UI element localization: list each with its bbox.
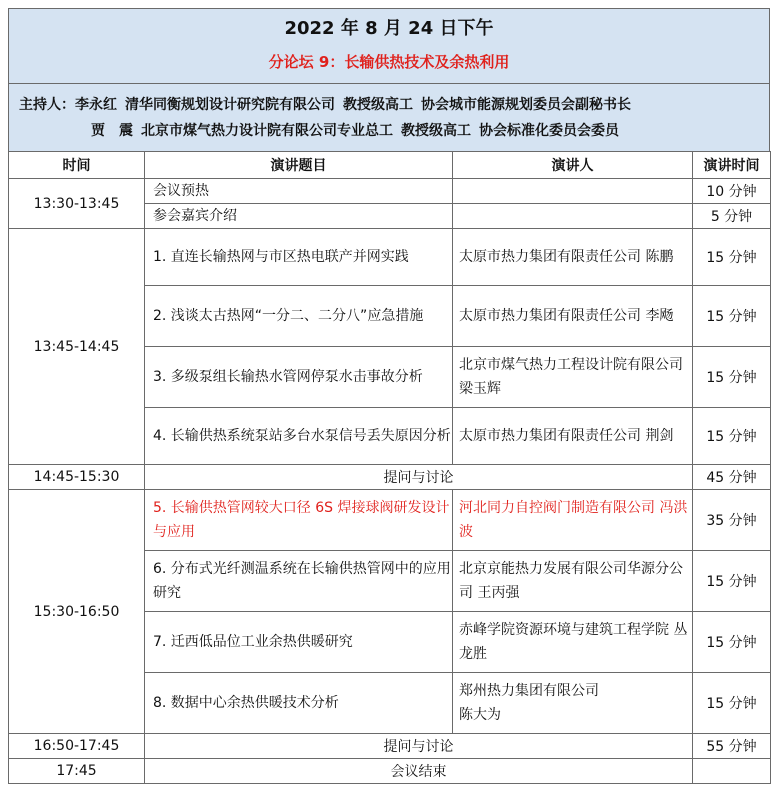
- host-role: 协会城市能源规划委员会副秘书长: [421, 97, 631, 113]
- header-duration: 演讲时间: [693, 152, 771, 179]
- speaker-cell: 郑州热力集团有限公司 陈大为: [453, 673, 693, 734]
- duration-cell: 55 分钟: [693, 734, 771, 759]
- header-topic: 演讲题目: [145, 152, 453, 179]
- speaker-cell: 河北同力自控阀门制造有限公司 冯洪波: [453, 490, 693, 551]
- host-name: 李永红: [75, 97, 117, 113]
- speaker-cell: 赤峰学院资源环境与建筑工程学院 丛龙胜: [453, 612, 693, 673]
- host-prefix: 主持人：: [19, 97, 75, 113]
- header-speaker: 演讲人: [453, 152, 693, 179]
- time-cell: 15:30-16:50: [9, 490, 145, 734]
- duration-cell: 15 分钟: [693, 673, 771, 734]
- speaker-cell: 北京京能热力发展有限公司华源分公司 王丙强: [453, 551, 693, 612]
- topic-cell: 3. 多级泵组长输热水管网停泵水击事故分析: [145, 347, 453, 408]
- hosts-block: [8, 83, 770, 151]
- agenda-sheet: [8, 8, 770, 784]
- speaker-cell: 太原市热力集团有限责任公司 荆剑: [453, 408, 693, 465]
- topic-cell: 4. 长输供热系统泵站多台水泵信号丢失原因分析: [145, 408, 453, 465]
- merged-topic-cell: 提问与讨论: [145, 734, 693, 759]
- duration-cell: 45 分钟: [693, 465, 771, 490]
- agenda-header: [8, 8, 770, 83]
- time-cell: 13:30-13:45: [9, 179, 145, 229]
- time-cell: 16:50-17:45: [9, 734, 145, 759]
- duration-cell: [693, 759, 771, 784]
- host-org: 北京市煤气热力设计院有限公司专业总工: [141, 123, 393, 139]
- topic-cell: 参会嘉宾介绍: [145, 204, 453, 229]
- duration-cell: 10 分钟: [693, 179, 771, 204]
- host-name: 贾 震: [91, 123, 133, 139]
- duration-cell: 15 分钟: [693, 347, 771, 408]
- speaker-cell: 北京市煤气热力工程设计院有限公司 梁玉辉: [453, 347, 693, 408]
- host-title: 教授级高工: [401, 123, 471, 139]
- table-row-highlighted: [9, 490, 771, 551]
- topic-cell: 8. 数据中心余热供暖技术分析: [145, 673, 453, 734]
- host-line: [9, 84, 769, 118]
- topic-cell: 2. 浅谈太古热网“一分二、二分八”应急措施: [145, 286, 453, 347]
- duration-cell: 15 分钟: [693, 612, 771, 673]
- table-row: [9, 734, 771, 759]
- merged-topic-cell: 会议结束: [145, 759, 693, 784]
- host-title: 教授级高工: [343, 97, 413, 113]
- duration-cell: 35 分钟: [693, 490, 771, 551]
- speaker-cell: [453, 204, 693, 229]
- duration-cell: 15 分钟: [693, 229, 771, 286]
- duration-cell: 5 分钟: [693, 204, 771, 229]
- host-line: [9, 118, 769, 144]
- duration-cell: 15 分钟: [693, 408, 771, 465]
- table-row: [9, 229, 771, 286]
- topic-cell: 5. 长输供热管网较大口径 6S 焊接球阀研发设计与应用: [145, 490, 453, 551]
- topic-cell: 1. 直连长输热网与市区热电联产并网实践: [145, 229, 453, 286]
- host-org: 清华同衡规划设计研究院有限公司: [125, 97, 335, 113]
- agenda-table: [8, 151, 771, 784]
- time-cell: 13:45-14:45: [9, 229, 145, 465]
- speaker-cell: 太原市热力集团有限责任公司 李飏: [453, 286, 693, 347]
- topic-cell: 7. 迁西低品位工业余热供暖研究: [145, 612, 453, 673]
- duration-cell: 15 分钟: [693, 551, 771, 612]
- topic-cell: 6. 分布式光纤测温系统在长输供热管网中的应用研究: [145, 551, 453, 612]
- topic-cell: 会议预热: [145, 179, 453, 204]
- speaker-cell: 太原市热力集团有限责任公司 陈鹏: [453, 229, 693, 286]
- table-header-row: [9, 152, 771, 179]
- table-row: [9, 465, 771, 490]
- table-row: [9, 759, 771, 784]
- merged-topic-cell: 提问与讨论: [145, 465, 693, 490]
- session-date: 2022 年 8 月 24 日下午: [284, 18, 494, 39]
- subforum-title: 分论坛 9：长输供热技术及余热利用: [268, 53, 510, 71]
- table-row: [9, 179, 771, 204]
- duration-cell: 15 分钟: [693, 286, 771, 347]
- time-cell: 17:45: [9, 759, 145, 784]
- time-cell: 14:45-15:30: [9, 465, 145, 490]
- host-role: 协会标准化委员会委员: [479, 123, 619, 139]
- speaker-cell: [453, 179, 693, 204]
- header-time: 时间: [9, 152, 145, 179]
